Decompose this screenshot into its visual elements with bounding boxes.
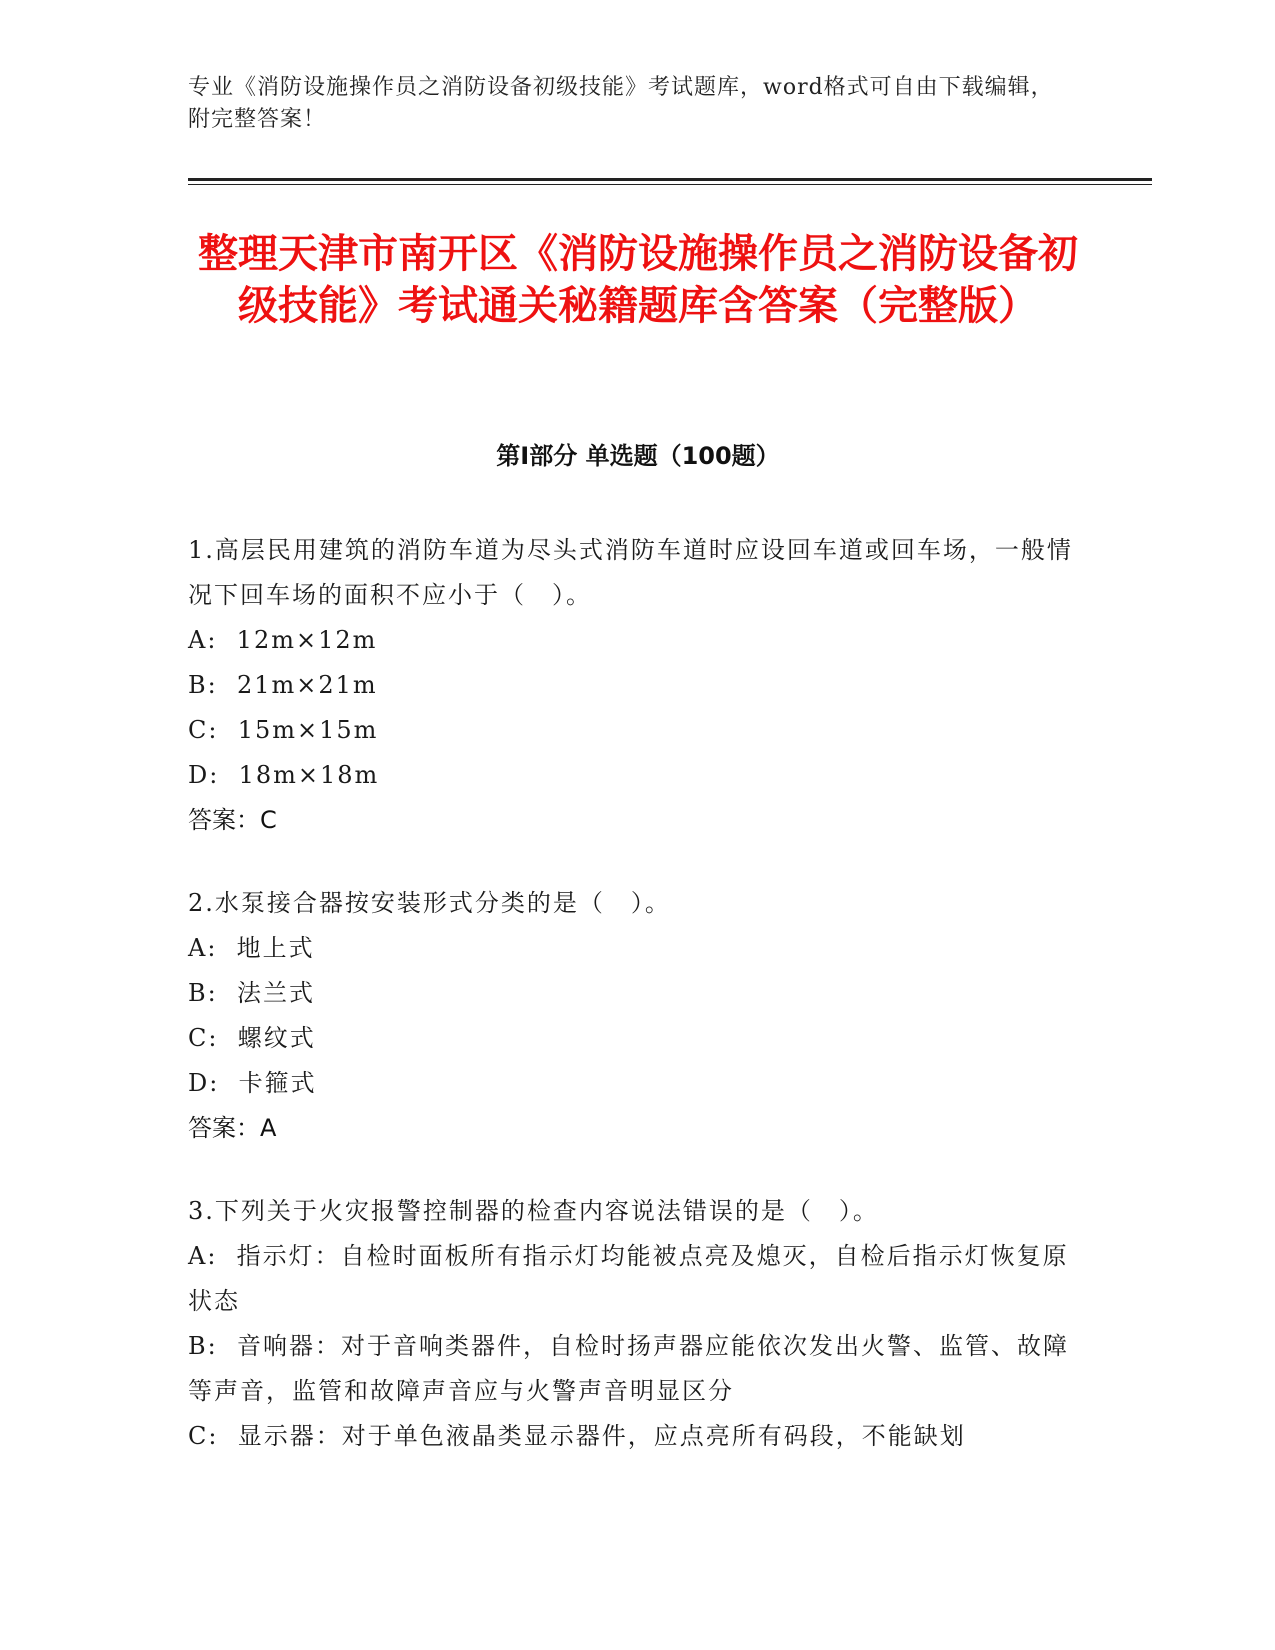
question-option: C: 15m×15m [188, 716, 379, 744]
header-note: 专业《消防设施操作员之消防设备初级技能》考试题库，word格式可自由下载编辑，附完整答案！ [188, 75, 1054, 132]
section-title: 第I部分 单选题（100题） [496, 442, 780, 470]
question-option: D: 卡箍式 [188, 1069, 317, 1097]
question-list [188, 528, 1088, 1497]
header-divider-thick [188, 178, 1152, 181]
question-option: B: 法兰式 [188, 979, 315, 1007]
question-option: A: 12m×12m [188, 626, 378, 654]
question-item [188, 528, 1088, 843]
question-option: A: 地上式 [188, 934, 315, 962]
question-option: C: 显示器：对于单色液晶类显示器件，应点亮所有码段，不能缺划 [188, 1422, 966, 1450]
question-answer: 答案：A [188, 1114, 277, 1142]
question-option: B: 音响器：对于音响类器件，自检时扬声器应能依次发出火警、监管、故障等声音，监管和故障声音应与火警声音明显区分 [188, 1332, 1069, 1405]
question-option: B: 21m×21m [188, 671, 378, 699]
question-option: C: 螺纹式 [188, 1024, 316, 1052]
question-item [188, 1189, 1088, 1459]
question-item [188, 881, 1088, 1151]
question-answer: 答案：C [188, 806, 277, 834]
document-title: 整理天津市南开区《消防设施操作员之消防设备初级技能》考试通关秘籍题库含答案（完整版） [198, 231, 1078, 329]
question-option: A: 指示灯：自检时面板所有指示灯均能被点亮及熄灭，自检后指示灯恢复原状态 [188, 1242, 1069, 1315]
header-divider-thin [188, 184, 1152, 185]
question-stem: 1.高层民用建筑的消防车道为尽头式消防车道时应设回车道或回车场，一般情况下回车场的面积不应小于（ ）。 [188, 536, 1073, 609]
question-stem: 2.水泵接合器按安装形式分类的是（ ）。 [188, 889, 671, 917]
question-stem: 3.下列关于火灾报警控制器的检查内容说法错误的是（ ）。 [188, 1197, 879, 1225]
question-option: D: 18m×18m [188, 761, 380, 789]
